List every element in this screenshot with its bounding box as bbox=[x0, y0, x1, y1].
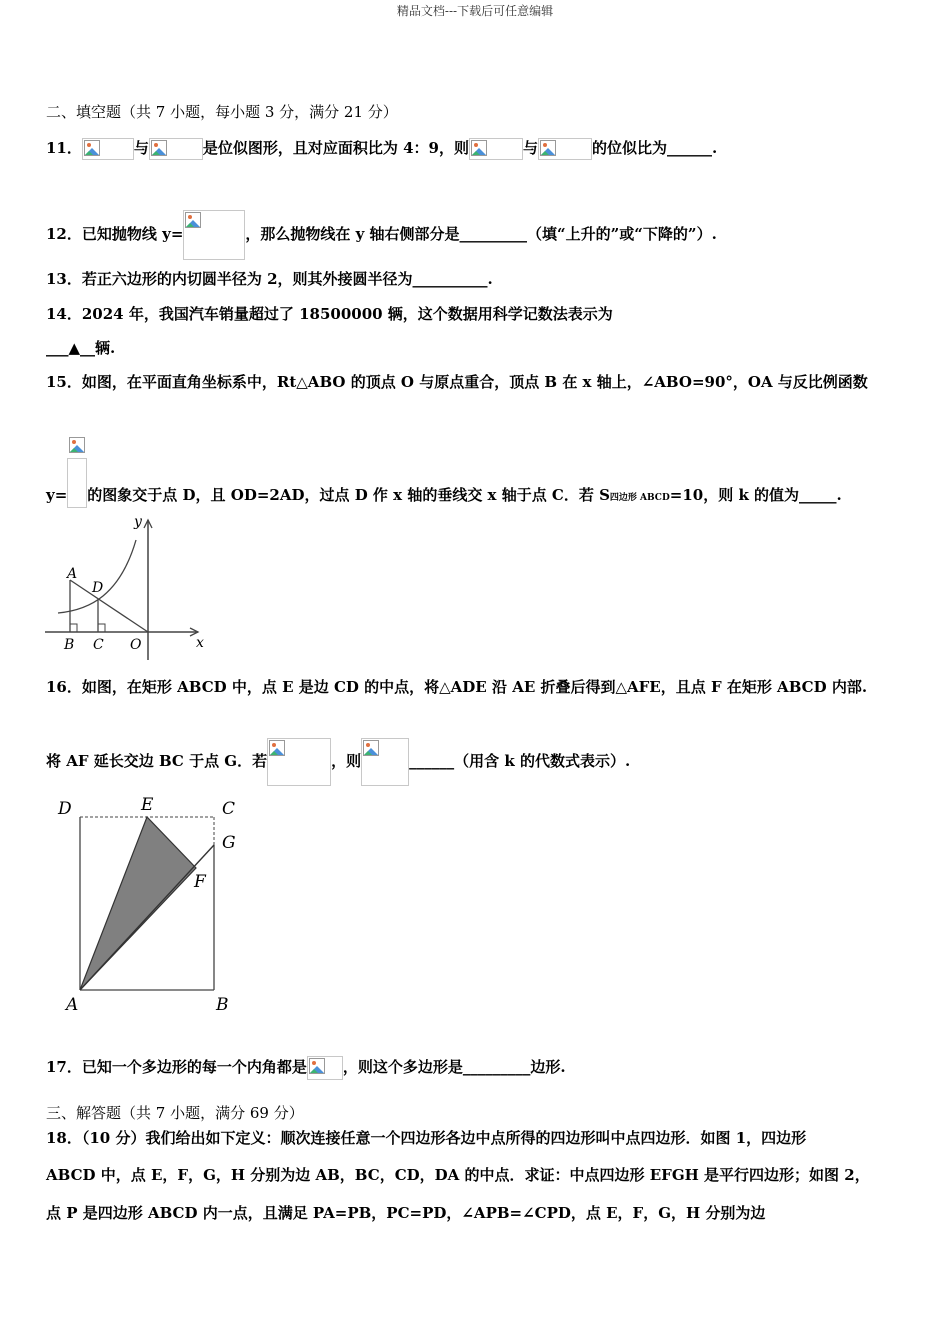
label-D: D bbox=[92, 580, 104, 596]
broken-image-icon bbox=[538, 138, 592, 160]
broken-image-icon bbox=[267, 738, 331, 786]
label-D: D bbox=[58, 799, 72, 819]
q11-text-4: 的位似比为______. bbox=[592, 139, 718, 157]
question-13: 13．若正六边形的内切圆半径为 2，则其外接圆半径为__________. bbox=[46, 270, 493, 288]
broken-image-icon bbox=[149, 138, 203, 160]
q16-text-c: ______（用含 k 的代数式表示）. bbox=[409, 752, 631, 770]
broken-image-icon bbox=[183, 210, 245, 260]
q15-text-b: =10，则 k 的值为_____. bbox=[669, 486, 842, 504]
q11-text-1: 与 bbox=[133, 139, 149, 157]
triangle-AEF bbox=[80, 817, 196, 990]
label-G: G bbox=[222, 833, 236, 853]
label-B: B bbox=[64, 637, 75, 653]
label-C: C bbox=[93, 637, 104, 653]
question-17 bbox=[46, 1056, 566, 1080]
q16-figure bbox=[50, 790, 250, 1020]
page-header: 精品文档---下载后可任意编辑 bbox=[396, 4, 554, 18]
label-x: x bbox=[196, 635, 204, 651]
label-F: F bbox=[194, 872, 206, 892]
q14-blank-post: __辆. bbox=[80, 339, 116, 357]
right-angle-C-icon bbox=[98, 624, 105, 632]
right-angle-B-icon bbox=[70, 624, 77, 632]
question-14: 14．2024 年，我国汽车销量超过了 18500000 辆，这个数据用科学记数法表示为 bbox=[46, 305, 613, 323]
question-15-line-1: 15．如图，在平面直角坐标系中，Rt△ABO 的顶点 O 与原点重合，顶点 B 在 x 轴上，∠ABO=90°，OA 与反比例函数 bbox=[46, 373, 868, 391]
section-title-fill-in: 二、填空题（共 7 小题，每小题 3 分，满分 21 分） bbox=[46, 103, 398, 121]
q17-text-a: 17．已知一个多边形的每一个内角都是 bbox=[46, 1058, 307, 1076]
label-B: B bbox=[216, 995, 229, 1015]
question-16-line-2 bbox=[46, 738, 630, 786]
q14-blank-pre: ___ bbox=[46, 339, 69, 357]
broken-image-icon bbox=[361, 738, 409, 786]
question-16-line-1: 16．如图，在矩形 ABCD 中，点 E 是边 CD 的中点，将△ADE 沿 AE 折叠后得到△AFE，且点 F 在矩形 ABCD 内部. bbox=[46, 678, 868, 696]
question-12 bbox=[46, 210, 717, 260]
q11-number: 11． bbox=[46, 139, 82, 157]
question-11 bbox=[46, 138, 717, 160]
q15-subscript: 四边形 ABCD bbox=[609, 493, 670, 503]
q16-text-a: 将 AF 延长交边 BC 于点 G．若 bbox=[46, 752, 268, 770]
question-18-line-1: 18．（10 分）我们给出如下定义：顺次连接任意一个四边形各边中点所得的四边形叫中点四边形．如图 1，四边形 bbox=[46, 1129, 807, 1147]
label-C: C bbox=[222, 799, 236, 819]
q15-figure bbox=[40, 510, 220, 668]
broken-image-icon bbox=[67, 458, 87, 508]
q16-text-b: ，则 bbox=[331, 752, 362, 770]
triangle-icon: ▲ bbox=[68, 339, 81, 357]
q11-text-3: 与 bbox=[523, 139, 539, 157]
q11-text-2: 是位似图形，且对应面积比为 4：9，则 bbox=[202, 139, 469, 157]
q12-text-b: ，那么抛物线在 y 轴右侧部分是_________（填“上升的”或“下降的”）. bbox=[245, 225, 717, 243]
question-14-answer bbox=[46, 338, 115, 358]
broken-image-icon bbox=[469, 138, 523, 160]
label-E: E bbox=[141, 795, 154, 815]
q17-text-b: ，则这个多边形是_________边形. bbox=[342, 1058, 566, 1076]
q15-y-equals: y= bbox=[46, 486, 68, 504]
segment-AO bbox=[70, 580, 148, 632]
question-18-line-2: ABCD 中，点 E，F，G，H 分别为边 AB，BC，CD，DA 的中点．求证：中点四边形 EFGH 是平行四边形；如图 2， bbox=[46, 1166, 870, 1184]
q15-text-a: 的图象交于点 D，且 OD=2AD，过点 D 作 x 轴的垂线交 x 轴于点 C．若 S bbox=[87, 486, 610, 504]
question-15-line-2 bbox=[46, 458, 842, 508]
label-y: y bbox=[134, 514, 142, 530]
q12-text-a: 12．已知抛物线 y= bbox=[46, 225, 184, 243]
section-title-solutions: 三、解答题（共 7 小题，满分 69 分） bbox=[46, 1104, 304, 1122]
label-A: A bbox=[67, 566, 78, 582]
label-O: O bbox=[130, 637, 142, 653]
label-A: A bbox=[66, 995, 79, 1015]
broken-image-icon bbox=[82, 138, 134, 160]
broken-image-icon bbox=[307, 1056, 343, 1080]
question-18-line-3: 点 P 是四边形 ABCD 内一点，且满足 PA=PB，PC=PD，∠APB=∠CPD，点 E，F，G，H 分别为边 bbox=[46, 1204, 766, 1222]
